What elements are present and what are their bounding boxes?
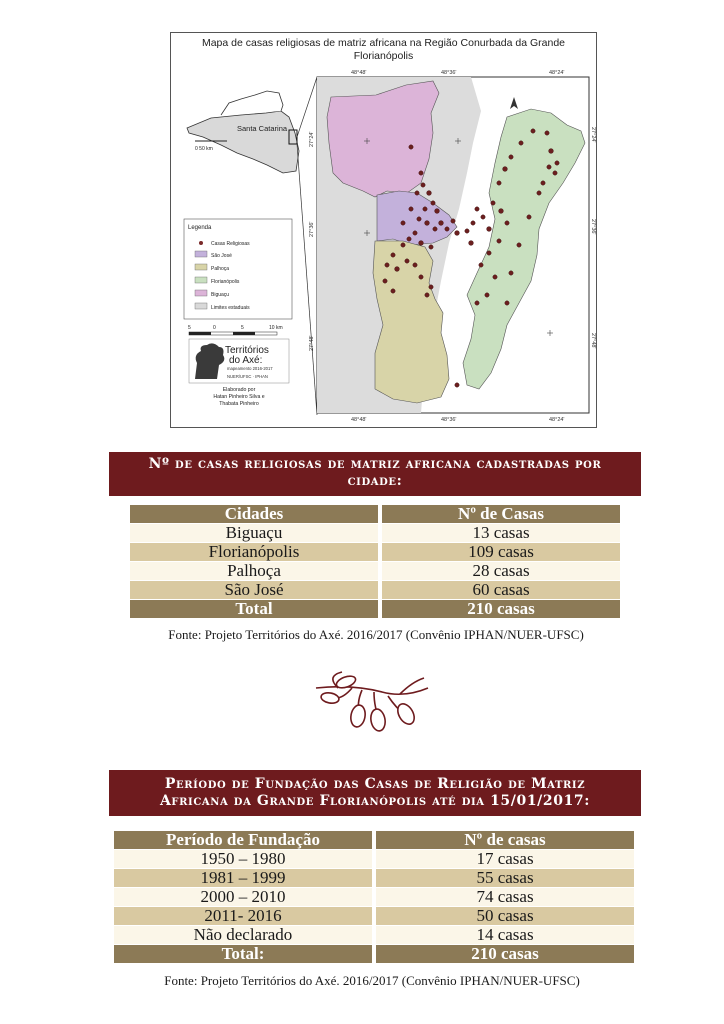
total-label: Total: (114, 945, 372, 963)
period-cell: 2011- 2016 (114, 907, 372, 925)
coord-bottom-1: 48°48' (351, 417, 367, 423)
table2-source: Fonte: Projeto Territórios do Axé. 2016/2017 (Convênio IPHAN/NUER-UFSC) (164, 973, 580, 988)
map-drawing (171, 33, 596, 427)
scale-label: 5 (188, 325, 191, 331)
table2-heading-line1: Período de Fundação das Casas de Religião de Matriz (164, 776, 586, 792)
legend-title: Legenda (188, 225, 212, 231)
foundation-period-table (110, 830, 638, 964)
logo-line4: NUER/UFSC · IPHAN (227, 374, 268, 379)
period-cell: 2000 – 2010 (114, 888, 372, 906)
map-title-line1: Mapa de casas religiosas de matriz africana na Região Conurbada da Grande (201, 37, 566, 49)
credit-line: Hatan Pinheiro Silva e (213, 394, 265, 400)
coord-bottom-2: 48°36' (441, 417, 457, 423)
count-cell: 60 casas (382, 581, 620, 599)
city-cell: Palhoça (130, 562, 378, 580)
table1-heading (109, 452, 641, 496)
total-value: 210 casas (376, 945, 634, 963)
city-cell: Florianópolis (130, 543, 378, 561)
total-value: 210 casas (382, 600, 620, 618)
column-header: Nº de casas (376, 831, 634, 849)
period-cell: 1981 – 1999 (114, 869, 372, 887)
region-biguacu (327, 81, 439, 197)
coord-top-1: 48°48' (351, 70, 367, 76)
coord-left-2: 27°36' (309, 221, 315, 237)
inset-scale: 0 50 km (195, 146, 213, 152)
table2-heading (109, 770, 641, 816)
legend-item: Florianópolis (211, 279, 240, 285)
houses-by-city-table (126, 504, 624, 619)
coord-top-3: 48°24' (549, 70, 565, 76)
credit-line: Elaborado por (222, 387, 256, 393)
scale-label: 5 (241, 325, 244, 331)
legend-item: São José (211, 253, 232, 259)
legend-item: Limites estaduais (211, 305, 250, 311)
state-label: Santa Catarina (237, 124, 288, 133)
table1-heading-line2: cidade: (347, 473, 403, 489)
leaf-ornament-icon (312, 670, 434, 732)
table-total-row (114, 945, 634, 963)
logo-line2: do Axé: (229, 355, 263, 366)
city-cell: São José (130, 581, 378, 599)
table-row (130, 581, 620, 599)
logo-line3: mapeamento 2016-2017 (227, 366, 273, 371)
territorios-logo (189, 339, 289, 383)
table-header (114, 831, 634, 849)
coord-right-2: 27°36' (590, 219, 596, 235)
legend-item: Casas Religiosas (211, 241, 250, 247)
coord-left-3: 27°48' (309, 335, 315, 351)
count-cell: 50 casas (376, 907, 634, 925)
table-row (114, 888, 634, 906)
table-row (114, 926, 634, 944)
coord-top-2: 48°36' (441, 70, 457, 76)
table-row (114, 869, 634, 887)
scale-label: 10 km (269, 325, 283, 331)
coord-right-1: 27°24' (590, 127, 596, 143)
map-figure (170, 32, 597, 428)
table-row (130, 543, 620, 561)
table2-heading-line2: Africana da Grande Florianópolis até dia 15/01/2017: (159, 793, 591, 809)
coord-right-3: 27°48' (590, 333, 596, 349)
table1-heading-line1: Nº de casas religiosas de matriz africana cadastradas por (148, 456, 602, 472)
city-cell: Biguaçu (130, 524, 378, 542)
table-row (114, 907, 634, 925)
count-cell: 28 casas (382, 562, 620, 580)
table-row (130, 562, 620, 580)
period-cell: 1950 – 1980 (114, 850, 372, 868)
column-header: Período de Fundação (114, 831, 372, 849)
table-header (130, 505, 620, 523)
table-total-row (130, 600, 620, 618)
total-label: Total (130, 600, 378, 618)
scale-bar (188, 325, 283, 335)
map-title-line2: Florianópolis (353, 50, 414, 62)
column-header: Cidades (130, 505, 378, 523)
count-cell: 14 casas (376, 926, 634, 944)
scale-label: 0 (213, 325, 216, 331)
table-row (130, 524, 620, 542)
coord-bottom-3: 48°24' (549, 417, 565, 423)
count-cell: 74 casas (376, 888, 634, 906)
column-header: Nº de Casas (382, 505, 620, 523)
coord-left-1: 27°24' (309, 131, 315, 147)
count-cell: 17 casas (376, 850, 634, 868)
map-legend (184, 219, 292, 319)
table1-source: Fonte: Projeto Territórios do Axé. 2016/2017 (Convênio IPHAN/NUER-UFSC) (168, 627, 584, 642)
count-cell: 13 casas (382, 524, 620, 542)
credit-line: Thabata Pinheiro (219, 401, 259, 407)
logo-line1: Territórios (225, 345, 269, 356)
count-cell: 109 casas (382, 543, 620, 561)
legend-item: Palhoça (211, 266, 230, 272)
legend-item: Biguaçu (211, 292, 230, 298)
table-row (114, 850, 634, 868)
count-cell: 55 casas (376, 869, 634, 887)
period-cell: Não declarado (114, 926, 372, 944)
